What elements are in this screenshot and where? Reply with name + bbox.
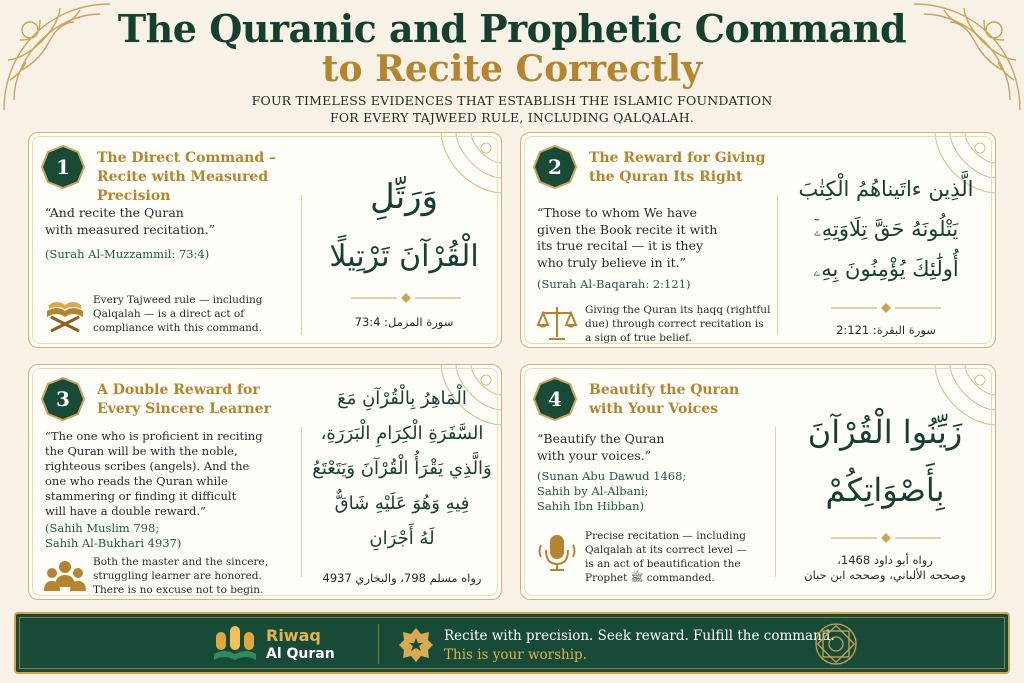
footer-banner: [14, 612, 1010, 674]
evidence-card-3: [28, 364, 502, 600]
page-title: The Quranic and Prophetic Command: [117, 6, 907, 51]
card-note: Every Tajweed rule — including Qalqalah — is a direct act of compliance with this command.: [93, 294, 263, 334]
divider: [301, 427, 302, 577]
footer-tagline: Recite with precision. Seek reward. Fulfill the command.: [444, 628, 835, 644]
divider: [301, 195, 302, 335]
arabic-verse: الَّذِين ءاتَيناهُمُ الْكِتٰبَ يَتْلُونَهُ حَقَّ تِلَاوَتِهِۦٓ أُولَٰئِكَ يُؤْمِنُونَ بِهِۦ: [798, 177, 974, 281]
card-title: The Direct Command – Recite with Measured Precision: [97, 150, 277, 204]
geometric-medallion-icon: [814, 622, 858, 666]
number-badge: 2: [533, 145, 577, 189]
card-quote: “Those to whom We have given the Book recite it with its true recital — it is they who truly believe in it.”: [537, 205, 718, 270]
quran-stand-icon: [43, 293, 87, 333]
arabic-verse: وَرَتِّلِ الْقُرْآنَ تَرْتِيلًا: [329, 177, 479, 274]
number-badge: 4: [533, 377, 577, 421]
page-subtitle: FOUR TIMELESS EVIDENCES THAT ESTABLISH THE ISLAMIC FOUNDATION FOR EVERY TAJWEED RULE, INCLUDING QALQALAH.: [251, 93, 773, 125]
card-reference: (Sunan Abu Dawud 1468; Sahih by Al-Albani; Sahih Ibn Hibban): [537, 469, 687, 513]
ornament-divider-icon: [831, 533, 941, 543]
people-group-icon: [43, 557, 87, 597]
brand-name: Riwaq: [266, 626, 321, 645]
card-quote: “And recite the Quran with measured recitation.”: [45, 205, 216, 237]
ornament-divider-icon: [831, 303, 941, 313]
arabic-reference: رواه أبو داود 1468، وصححه الألباني، وصححه ابن حبان: [804, 553, 966, 582]
brand-name-sub: Al Quran: [266, 646, 335, 662]
arabic-reference: سورة المزمل: 73:4: [354, 315, 454, 329]
card-reference: (Sahih Muslim 798; Sahih Al-Bukhari 4937): [45, 521, 182, 550]
arabic-reference: رواه مسلم 798، والبخاري 4937: [322, 571, 482, 585]
arabic-verse: زَيِّنُوا الْقُرْآنَ بِأَصْوَاتِكُمْ: [807, 413, 963, 509]
star-emblem-icon: [398, 627, 434, 663]
evidence-card-4: [520, 364, 996, 600]
number-badge: 3: [41, 377, 85, 421]
card-title: Beautify the Quran with Your Voices: [589, 382, 740, 417]
microphone-icon: [535, 533, 579, 573]
riwaq-logo-icon: [212, 624, 258, 664]
card-quote: “Beautify the Quran with your voices.”: [537, 431, 665, 463]
card-note: Giving the Quran its ḥaqq (rightful due) through correct recitation is a sign of true belief.: [585, 304, 771, 344]
evidence-card-2: [520, 132, 996, 348]
number-badge: 1: [41, 145, 85, 189]
card-note: Both the master and the sincere, struggling learner are honored. There is no excuse not to begin.: [93, 556, 269, 596]
divider: [775, 427, 776, 577]
card-reference: (Surah Al-Muzzammil: 73:4): [45, 247, 210, 261]
ornament-divider-icon: [351, 293, 461, 303]
card-reference: (Surah Al-Baqarah: 2:121): [537, 277, 691, 291]
footer-tagline-highlight: This is your worship.: [444, 647, 587, 663]
arabic-verse: الْمَاهِرُ بِالْقُرْآنِ مَعَ السَّفَرَةِ الْكِرَامِ الْبَرَرَةِ، وَالَّذِي يَقْرَأُ الْقُرْآنَ وَيَتَعْتَعُ فِيهِ وَهُوَ عَلَيْهِ شَاقٌّ لَهُ أَجْرَانِ: [312, 388, 492, 549]
card-note: Precise recitation — including Qalqalah at its correct level — is an act of beautification the Prophet ﷺ commanded.: [585, 530, 747, 584]
card-quote: “The one who is proficient in reciting the Quran will be with the noble, righteous scribes (angels). And the one who reads the Quran while stammering or finding it difficult will have a double reward.”: [45, 429, 263, 518]
footer-divider: [378, 624, 379, 664]
card-title: The Reward for Giving the Quran Its Right: [589, 150, 766, 185]
card-title: A Double Reward for Every Sincere Learner: [97, 382, 271, 417]
page-title-highlight: to Recite Correctly: [321, 48, 703, 90]
arabic-reference: سورة البقرة: 2:121: [836, 323, 936, 337]
evidence-card-1: [28, 132, 502, 348]
divider: [777, 195, 778, 335]
scales-icon: [535, 303, 579, 343]
